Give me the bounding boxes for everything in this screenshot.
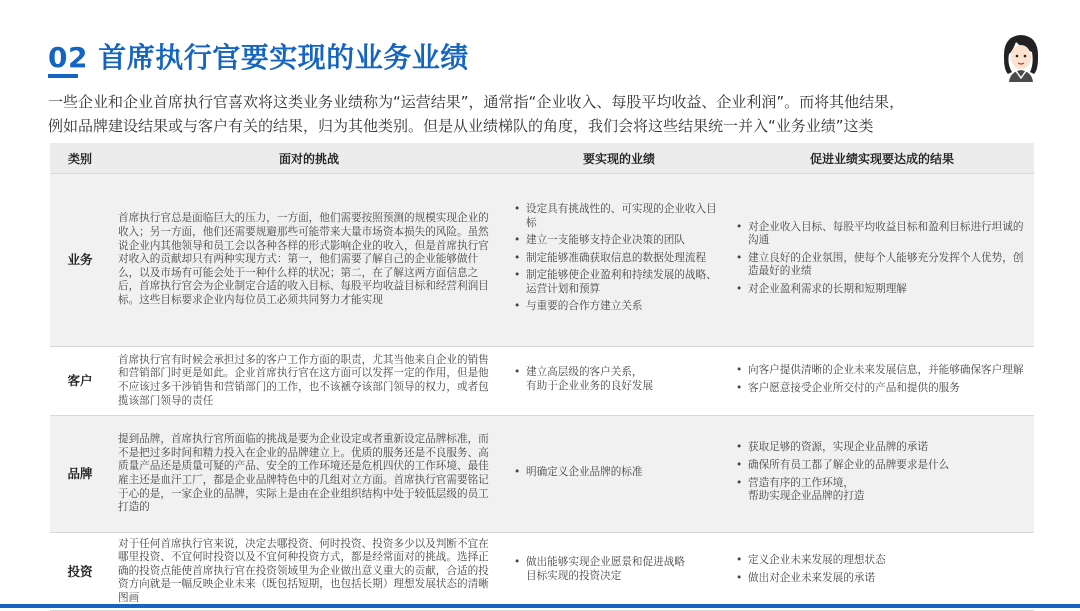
goal-item: • 建立一支能够支持企业决策的团队: [514, 234, 724, 248]
challenge-cell: 提到品牌，首席执行官所面临的挑战是要为企业设定或者重新设定品牌标准，而不是把过多时间和精力投入在企业的品牌建立上。优质的服务还是不良服务、高质量产品还是质量可疑的产品、安全的工作环境还是危机四伏的工作环境、最佳雇主还是血汗工厂，都是企业品牌特色中的几组对立方面。首席执行官需要铭记于心的是，一家企业的品牌，实际上是由在企业组织结构中处于较低层级的员工打造的: [110, 416, 508, 533]
results-cell: [730, 533, 1034, 611]
result-item: • 对企业收入目标、每股平均收益目标和盈利目标进行坦诚的沟通: [736, 221, 1028, 248]
header-results: 促进业绩实现要达成的结果: [730, 143, 1034, 174]
page-title: 02 首席执行官要实现的业务业绩: [48, 41, 469, 74]
result-item: • 对企业盈利需求的长期和短期理解: [736, 283, 1028, 297]
goal-item: • 建立高层级的客户关系， 有助于企业业务的良好发展: [514, 366, 724, 393]
challenge-cell: 首席执行官总是面临巨大的压力，一方面，他们需要按照预测的规模实现企业的收入；另一方面，他们还需要规避那些可能带来大量市场资本损失的风险。虽然说企业内其他领导和员工会以各种各样的形式影响企业的收入，但是首席执行官对收入的贡献却只有两种实现方式：第一，他们需要了解自己的企业能够做什么，以及市场有可能会处于一种什么样的状况；第二，在了解这两方面信息之后，首席执行官会为企业制定合适的收入目标、每股平均收益目标和经营利润目标。这些目标要求企业内每位员工必须共同努力才能实现: [110, 174, 508, 347]
ceo-performance-table: [50, 143, 1034, 611]
presenter-avatar-icon: [994, 28, 1048, 82]
result-item: • 客户愿意接受企业所交付的产品和提供的服务: [736, 382, 1028, 396]
intro-line-2: 例如品牌建设结果或与客户有关的结果，归为其他类别。但是从业绩梯队的角度，我们会将这些结果统一并入“业务业绩”这类: [48, 117, 874, 135]
title-underline: [48, 74, 78, 78]
table-row-customer: [50, 347, 1034, 416]
result-item: • 建立良好的企业氛围，使每个人能够充分发挥个人优势，创造最好的业绩: [736, 252, 1028, 279]
result-item: • 获取足够的资源，实现企业品牌的承诺: [736, 441, 1028, 455]
intro-line-1: 一些企业和企业首席执行官喜欢将这类业务业绩称为“运营结果”，通常指“企业收入、每股平均收益、企业利润”。而将其他结果，: [48, 93, 905, 111]
result-item: • 定义企业未来发展的理想状态: [736, 554, 1028, 568]
table-row-business: [50, 174, 1034, 347]
results-cell: [730, 174, 1034, 347]
challenge-cell: 对于任何首席执行官来说，决定去哪投资、何时投资、投资多少以及判断不宜在哪里投资、不宜何时投资以及不宜何种投资方式，都是经常面对的挑战。选择正确的投资点能使首席执行官在投资领域里为企业做出意义重大的贡献，合适的投资方向就是一幅反映企业未来（既包括短期，也包括长期）理想发展状态的清晰图画: [110, 533, 508, 611]
category-cell: 业务: [50, 174, 110, 347]
goal-item: • 制定能够准确获取信息的数据处理流程: [514, 252, 724, 266]
category-cell: 投资: [50, 533, 110, 611]
goals-cell: [508, 416, 730, 533]
header-goals: 要实现的业绩: [508, 143, 730, 174]
category-cell: 品牌: [50, 416, 110, 533]
results-cell: [730, 347, 1034, 416]
header-category: 类别: [50, 143, 110, 174]
goals-cell: [508, 533, 730, 611]
result-item: • 确保所有员工都了解企业的品牌要求是什么: [736, 459, 1028, 473]
result-item: • 营造有序的工作环境， 帮助实现企业品牌的打造: [736, 477, 1028, 504]
goal-item: • 与重要的合作方建立关系: [514, 300, 724, 314]
header-challenge: 面对的挑战: [110, 143, 508, 174]
table-row-investment: [50, 533, 1034, 611]
goal-item: • 做出能够实现企业愿景和促进战略 目标实现的投资决定: [514, 556, 724, 583]
result-item: • 做出对企业未来发展的承诺: [736, 572, 1028, 586]
table-row-brand: [50, 416, 1034, 533]
result-item: • 向客户提供清晰的企业未来发展信息，并能够确保客户理解: [736, 364, 1028, 378]
category-cell: 客户: [50, 347, 110, 416]
goal-item: • 明确定义企业品牌的标准: [514, 466, 724, 480]
goals-cell: [508, 347, 730, 416]
bottom-accent-bar: [0, 604, 1080, 608]
challenge-cell: 首席执行官有时候会承担过多的客户工作方面的职责，尤其当他来自企业的销售和营销部门时更是如此。企业首席执行官在这方面可以发挥一定的作用，但是他不应该过多干涉销售和营销部门的工作，也不该褫夺该部门领导的权力，或者包揽该部门领导的责任: [110, 347, 508, 416]
goal-item: • 设定具有挑战性的、可实现的企业收入目标: [514, 203, 724, 230]
table-header-row: [50, 143, 1034, 174]
goals-cell: [508, 174, 730, 347]
intro-paragraph: [48, 90, 1048, 138]
results-cell: [730, 416, 1034, 533]
goal-item: • 制定能够使企业盈利和持续发展的战略、运营计划和预算: [514, 269, 724, 296]
title-wrap: [48, 36, 469, 76]
